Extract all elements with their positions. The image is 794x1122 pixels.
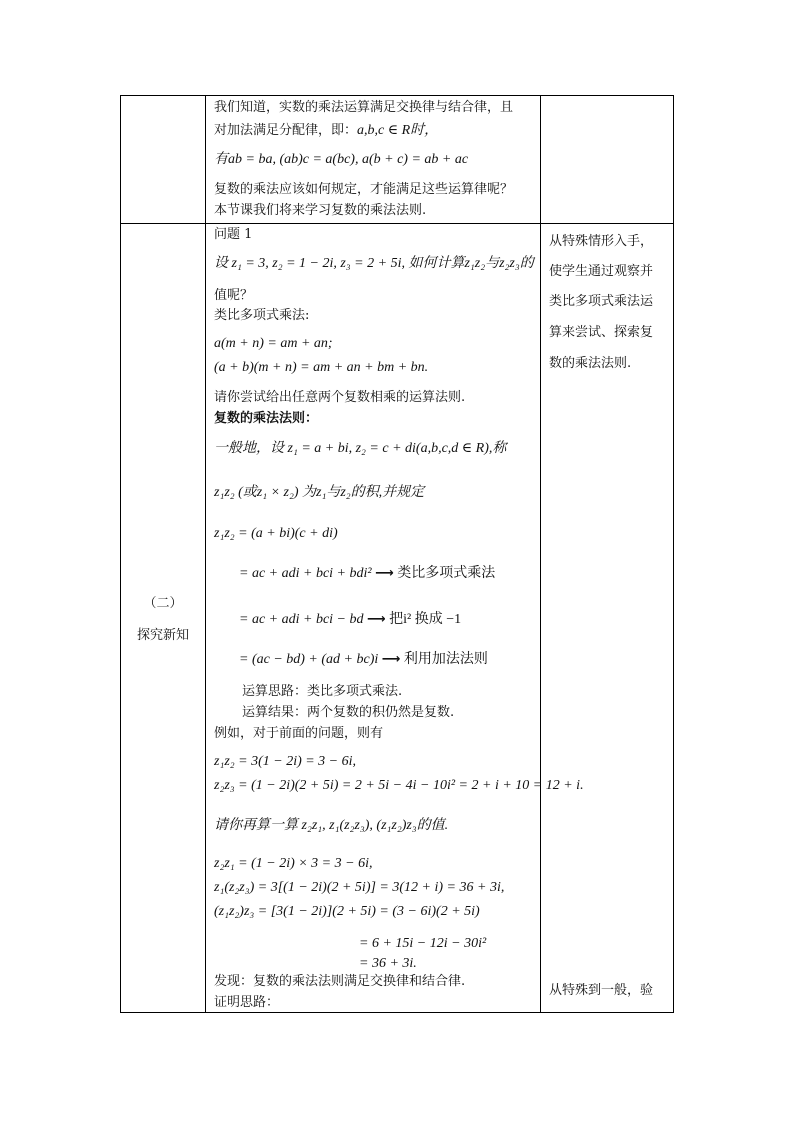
calc-formula-1: z₂z₁ = (1 − 2i) × 3 = 3 − 6i,: [214, 856, 373, 871]
discovery-line: 发现：复数的乘法法则满足交换律和结合律.: [214, 974, 466, 989]
note-line-3: 类比多项式乘法运: [549, 294, 654, 309]
arrow-icon: ⟶: [381, 652, 401, 667]
result-line: 运算结果：两个复数的积仍然是复数.: [242, 705, 455, 720]
analogy-title: 类比多项式乘法:: [214, 308, 310, 323]
note-line-1: 从特殊情形入手，: [549, 234, 654, 249]
definition-line-2: = ac + adi + bci + bdi² ⟶ 类比多项式乘法: [239, 566, 496, 581]
calc-formula-5: = 36 + 3i.: [359, 956, 417, 971]
example-line: 例如，对于前面的问题，则有: [214, 726, 384, 741]
rule-line-1: 一般地，设 z₁ = a + bi, z₂ = c + di(a,b,c,d ∈ R),称: [214, 441, 507, 456]
column-divider-right: [540, 96, 541, 1012]
intro-line-1: 我们知道，实数的乘法运算满足交换律与结合律，且: [214, 100, 514, 115]
note-line-2: 使学生通过观察并: [549, 264, 654, 279]
analogy-formula-1: a(m + n) = am + an;: [214, 336, 333, 351]
definition-line-1: z₁z₂ = (a + bi)(c + di): [214, 526, 338, 541]
intro-line-2: 对加法满足分配律，即：a,b,c ∈ R时，: [214, 123, 439, 138]
intro-line-5: 本节课我们将来学习复数的乘法法则.: [214, 203, 427, 218]
calc-prompt: 请你再算一算 z₂z₁, z₁(z₂z₃), (z₁z₂)z₃的值.: [214, 818, 449, 833]
note-line-4: 算来尝试、探索复: [549, 325, 654, 340]
note-line-5: 数的乘法法则.: [549, 356, 632, 371]
proof-line: 证明思路：: [214, 995, 280, 1010]
calc-formula-3: (z₁z₂)z₃ = [3(1 − 2i)](2 + 5i) = (3 − 6i)(2 + 5i): [214, 904, 480, 919]
analogy-formula-2: (a + b)(m + n) = am + an + bm + bn.: [214, 360, 429, 375]
question-line: 设 z₁ = 3, z₂ = 1 − 2i, z₃ = 2 + 5i, 如何计算z₁z₂与z₂z₃的: [214, 256, 534, 271]
intro-line-4: 复数的乘法应该如何规定，才能满足这些运算律呢？: [214, 182, 514, 197]
question-line-2: 值呢？: [214, 288, 254, 303]
section-title: 探究新知: [136, 628, 189, 643]
try-line: 请你尝试给出任意两个复数相乘的运算法则.: [214, 390, 466, 405]
definition-line-3: = ac + adi + bci − bd ⟶ 把i² 换成 −1: [239, 612, 462, 627]
calc-formula-2: z₁(z₂z₃) = 3[(1 − 2i)(2 + 5i)] = 3(12 + i) = 36 + 3i,: [214, 880, 505, 895]
column-divider-left: [205, 96, 206, 1012]
note-bottom: 从特殊到一般，验: [549, 983, 654, 998]
calc-formula-4: = 6 + 15i − 12i − 30i²: [359, 936, 487, 951]
rule-line-2: z₁z₂ (或z₁ × z₂) 为z₁与z₂的积,并规定: [214, 485, 425, 500]
arrow-icon: ⟶: [375, 566, 394, 581]
section-number: （二）: [143, 596, 183, 611]
definition-line-4: = (ac − bd) + (ad + bc)i ⟶ 利用加法法则: [239, 652, 488, 667]
row-divider: [121, 223, 673, 224]
idea-line: 运算思路：类比多项式乘法.: [242, 684, 403, 699]
question-title: 问题 1: [214, 227, 253, 242]
rule-title: 复数的乘法法则：: [214, 411, 319, 426]
arrow-icon: ⟶: [367, 612, 386, 627]
intro-formula: 有ab = ba, (ab)c = a(bc), a(b + c) = ab + ac: [214, 152, 469, 167]
lesson-table: [120, 95, 674, 1013]
example-formula-1: z₁z₂ = 3(1 − 2i) = 3 − 6i,: [214, 754, 357, 769]
example-formula-2: z₂z₃ = (1 − 2i)(2 + 5i) = 2 + 5i − 4i − 10i² = 2 + i + 10 = 12 + i.: [214, 778, 584, 793]
